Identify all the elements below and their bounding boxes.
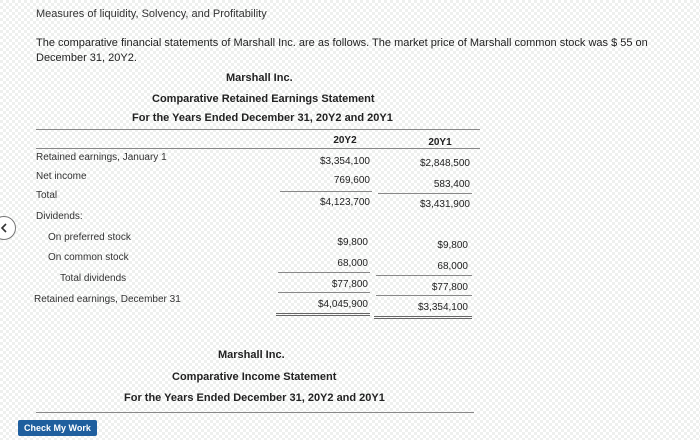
row-label-retained-dec31: Retained earnings, December 31 (34, 294, 181, 305)
value-retained-jan1-20y2: $3,354,100 (319, 156, 370, 167)
value-common-20y1: 68,000 (437, 261, 468, 272)
retained-statement-title: Comparative Retained Earnings Statement (152, 93, 375, 105)
row-label-preferred-stock: On preferred stock (48, 232, 131, 243)
column-header-20y2: 20Y2 (333, 135, 357, 146)
value-common-20y2: 68,000 (337, 258, 368, 269)
value-preferred-20y1: $9,800 (437, 240, 468, 251)
subtotal-rule-20y1 (378, 193, 472, 194)
income-header-rule (36, 412, 474, 413)
check-my-work-button[interactable]: Check My Work (18, 420, 97, 436)
ending-rule-20y2 (278, 292, 370, 293)
chevron-left-icon (0, 222, 10, 234)
row-label-retained-jan1: Retained earnings, January 1 (36, 152, 167, 163)
row-label-common-stock: On common stock (48, 252, 129, 263)
value-total-dividends-20y2: $77,800 (331, 279, 368, 290)
header-rule-top (36, 129, 480, 130)
row-label-total: Total (36, 190, 58, 201)
row-label-net-income: Net income (36, 171, 87, 182)
value-total-dividends-20y1: $77,800 (431, 282, 468, 293)
value-net-income-20y2: 769,600 (333, 175, 370, 186)
income-statement-period: For the Years Ended December 31, 20Y2 and 20Y1 (124, 392, 385, 404)
value-preferred-20y2: $9,800 (337, 237, 368, 248)
problem-description: The comparative financial statements of Marshall Inc. are as follows. The market price of Marshall common stock was $ 55 on December 31, 20Y2. (36, 37, 648, 64)
dividends-rule-20y1 (376, 275, 472, 276)
subtotal-rule-20y2 (280, 191, 372, 192)
retained-statement-period: For the Years Ended December 31, 20Y2 and 20Y1 (132, 112, 393, 124)
row-label-dividends: Dividends: (36, 211, 83, 222)
value-total-20y1: $3,431,900 (419, 199, 470, 210)
value-retained-jan1-20y1: $2,848,500 (419, 158, 470, 169)
value-net-income-20y1: 583,400 (433, 179, 470, 190)
retained-company-name: Marshall Inc. (226, 72, 293, 84)
row-label-total-dividends: Total dividends (60, 273, 127, 284)
final-double-rule-20y1 (374, 316, 472, 319)
page-heading: Measures of liquidity, Solvency, and Profitability (36, 8, 267, 20)
value-retained-dec31-20y2: $4,045,900 (317, 299, 368, 310)
dividends-rule-20y2 (278, 272, 370, 273)
header-rule-bottom (36, 148, 480, 149)
column-header-20y1: 20Y1 (428, 137, 452, 148)
income-statement-title: Comparative Income Statement (172, 371, 337, 383)
back-button[interactable] (0, 216, 16, 240)
value-total-20y2: $4,123,700 (319, 197, 370, 208)
value-retained-dec31-20y1: $3,354,100 (417, 302, 468, 313)
ending-rule-20y1 (376, 295, 472, 296)
income-company-name: Marshall Inc. (218, 349, 285, 361)
final-double-rule-20y2 (276, 313, 370, 316)
